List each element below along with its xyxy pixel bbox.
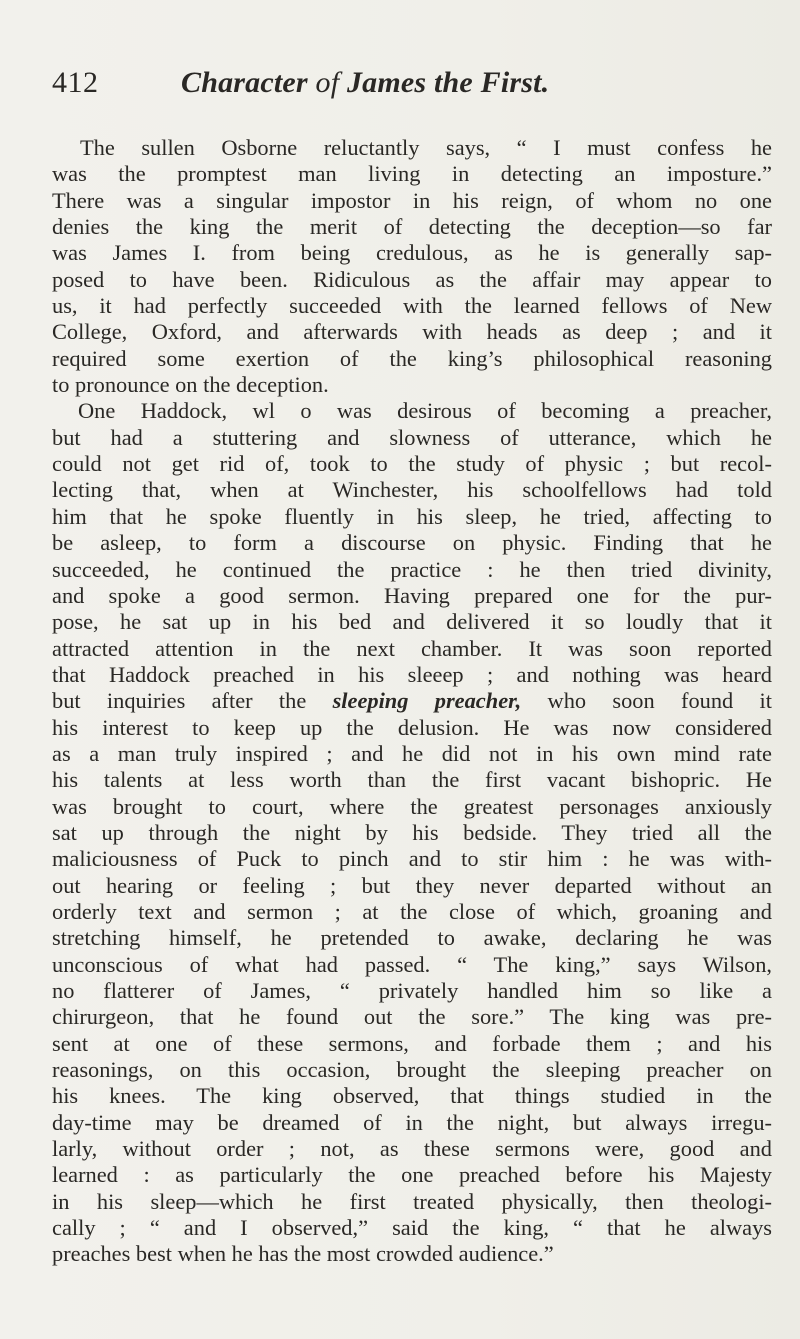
text-line: lecting that, when at Winchester, his schoolfellows had told [52, 477, 772, 503]
text-line: College, Oxford, and afterwards with heads as deep ; and it [52, 319, 772, 345]
text-line: his interest to keep up the delusion. He was now considered [52, 714, 772, 740]
body-text [52, 135, 772, 1268]
text-line: orderly text and sermon ; at the close of which, groaning and [52, 898, 772, 924]
text-line: The sullen Osborne reluctantly says, “ I must confess he [80, 135, 772, 160]
text-line: out hearing or feeling ; but they never departed without an [52, 872, 772, 898]
text-line: posed to have been. Ridiculous as the affair may appear to [52, 266, 772, 292]
page-header [52, 66, 752, 106]
text-line: stretching himself, he pretended to awake, declaring he was [52, 925, 772, 951]
text-line: reasonings, on this occasion, brought the sleeping preacher on [52, 1057, 772, 1083]
text-line: sat up through the night by his bedside. They tried all the [52, 819, 772, 845]
page-number: 412 [52, 66, 99, 99]
text-line: day-time may be dreamed of in the night, but always irregu- [52, 1109, 772, 1135]
text-fragment: who soon found it [521, 688, 772, 714]
text-line: be asleep, to form a discourse on physic. Finding that he [52, 530, 772, 556]
text-line: was James I. from being credulous, as he is generally sap- [52, 240, 772, 266]
text-line: denies the king the merit of detecting the deception—so far [52, 214, 772, 240]
text-line: was the promptest man living in detecting an imposture.” [52, 161, 772, 187]
text-line: unconscious of what had passed. “ The king,” says Wilson, [52, 951, 772, 977]
text-line: no flatterer of James, “ privately handled him so like a [52, 978, 772, 1003]
text-line-with-emphasis [52, 688, 772, 714]
running-title-part-3: James the First. [346, 66, 550, 99]
text-line: could not get rid of, took to the study of physic ; but recol- [52, 451, 772, 477]
text-line: chirurgeon, that he found out the sore.” The king was pre- [52, 1004, 772, 1030]
text-line: One Haddock, wl o was desirous of becoming a preacher, [78, 398, 772, 424]
text-line: us, it had perfectly succeeded with the learned fellows of New [52, 293, 772, 319]
text-line: was brought to court, where the greatest personages anxiously [52, 793, 772, 819]
running-title-part-1: Character [181, 66, 308, 99]
text-line: in his sleep—which he first treated physically, then theologi- [52, 1188, 772, 1214]
text-line: attracted attention in the next chamber. It was soon reported [52, 635, 772, 661]
text-line: preaches best when he has the most crowded audience.” [52, 1241, 554, 1267]
text-line: but had a stuttering and slowness of utterance, which he [52, 424, 772, 450]
text-line: larly, without order ; not, as these sermons were, good and [52, 1136, 772, 1162]
text-line: learned : as particularly the one preached before his Majesty [52, 1162, 772, 1188]
text-line: as a man truly inspired ; and he did not in his own mind rate [52, 740, 772, 766]
text-line: that Haddock preached in his sleeep ; and nothing was heard [52, 661, 772, 687]
text-line: succeeded, he continued the practice : he then tried divinity, [52, 556, 772, 582]
running-title-part-2: of [307, 66, 347, 99]
running-title [181, 66, 549, 100]
text-line: to pronounce on the deception. [52, 372, 329, 398]
text-line: maliciousness of Puck to pinch and to stir him : he was with- [52, 846, 772, 872]
emphasis-sleeping-preacher: sleeping preacher, [332, 688, 522, 714]
text-line: his knees. The king observed, that things studied in the [52, 1083, 772, 1109]
text-line: cally ; “ and I observed,” said the king, “ that he always [52, 1215, 772, 1241]
text-fragment: but inquiries after the [52, 688, 333, 714]
text-line: required some exertion of the king’s philosophical reasoning [52, 345, 772, 371]
text-line: pose, he sat up in his bed and delivered it so loudly that it [52, 609, 772, 635]
text-line: and spoke a good sermon. Having prepared one for the pur- [52, 582, 772, 608]
text-line: him that he spoke fluently in his sleep, he tried, affecting to [52, 503, 772, 529]
text-line: There was a singular impostor in his reign, of whom no one [52, 187, 772, 213]
text-line: his talents at less worth than the first vacant bishopric. He [52, 767, 772, 793]
text-line: sent at one of these sermons, and forbade them ; and his [52, 1030, 772, 1056]
